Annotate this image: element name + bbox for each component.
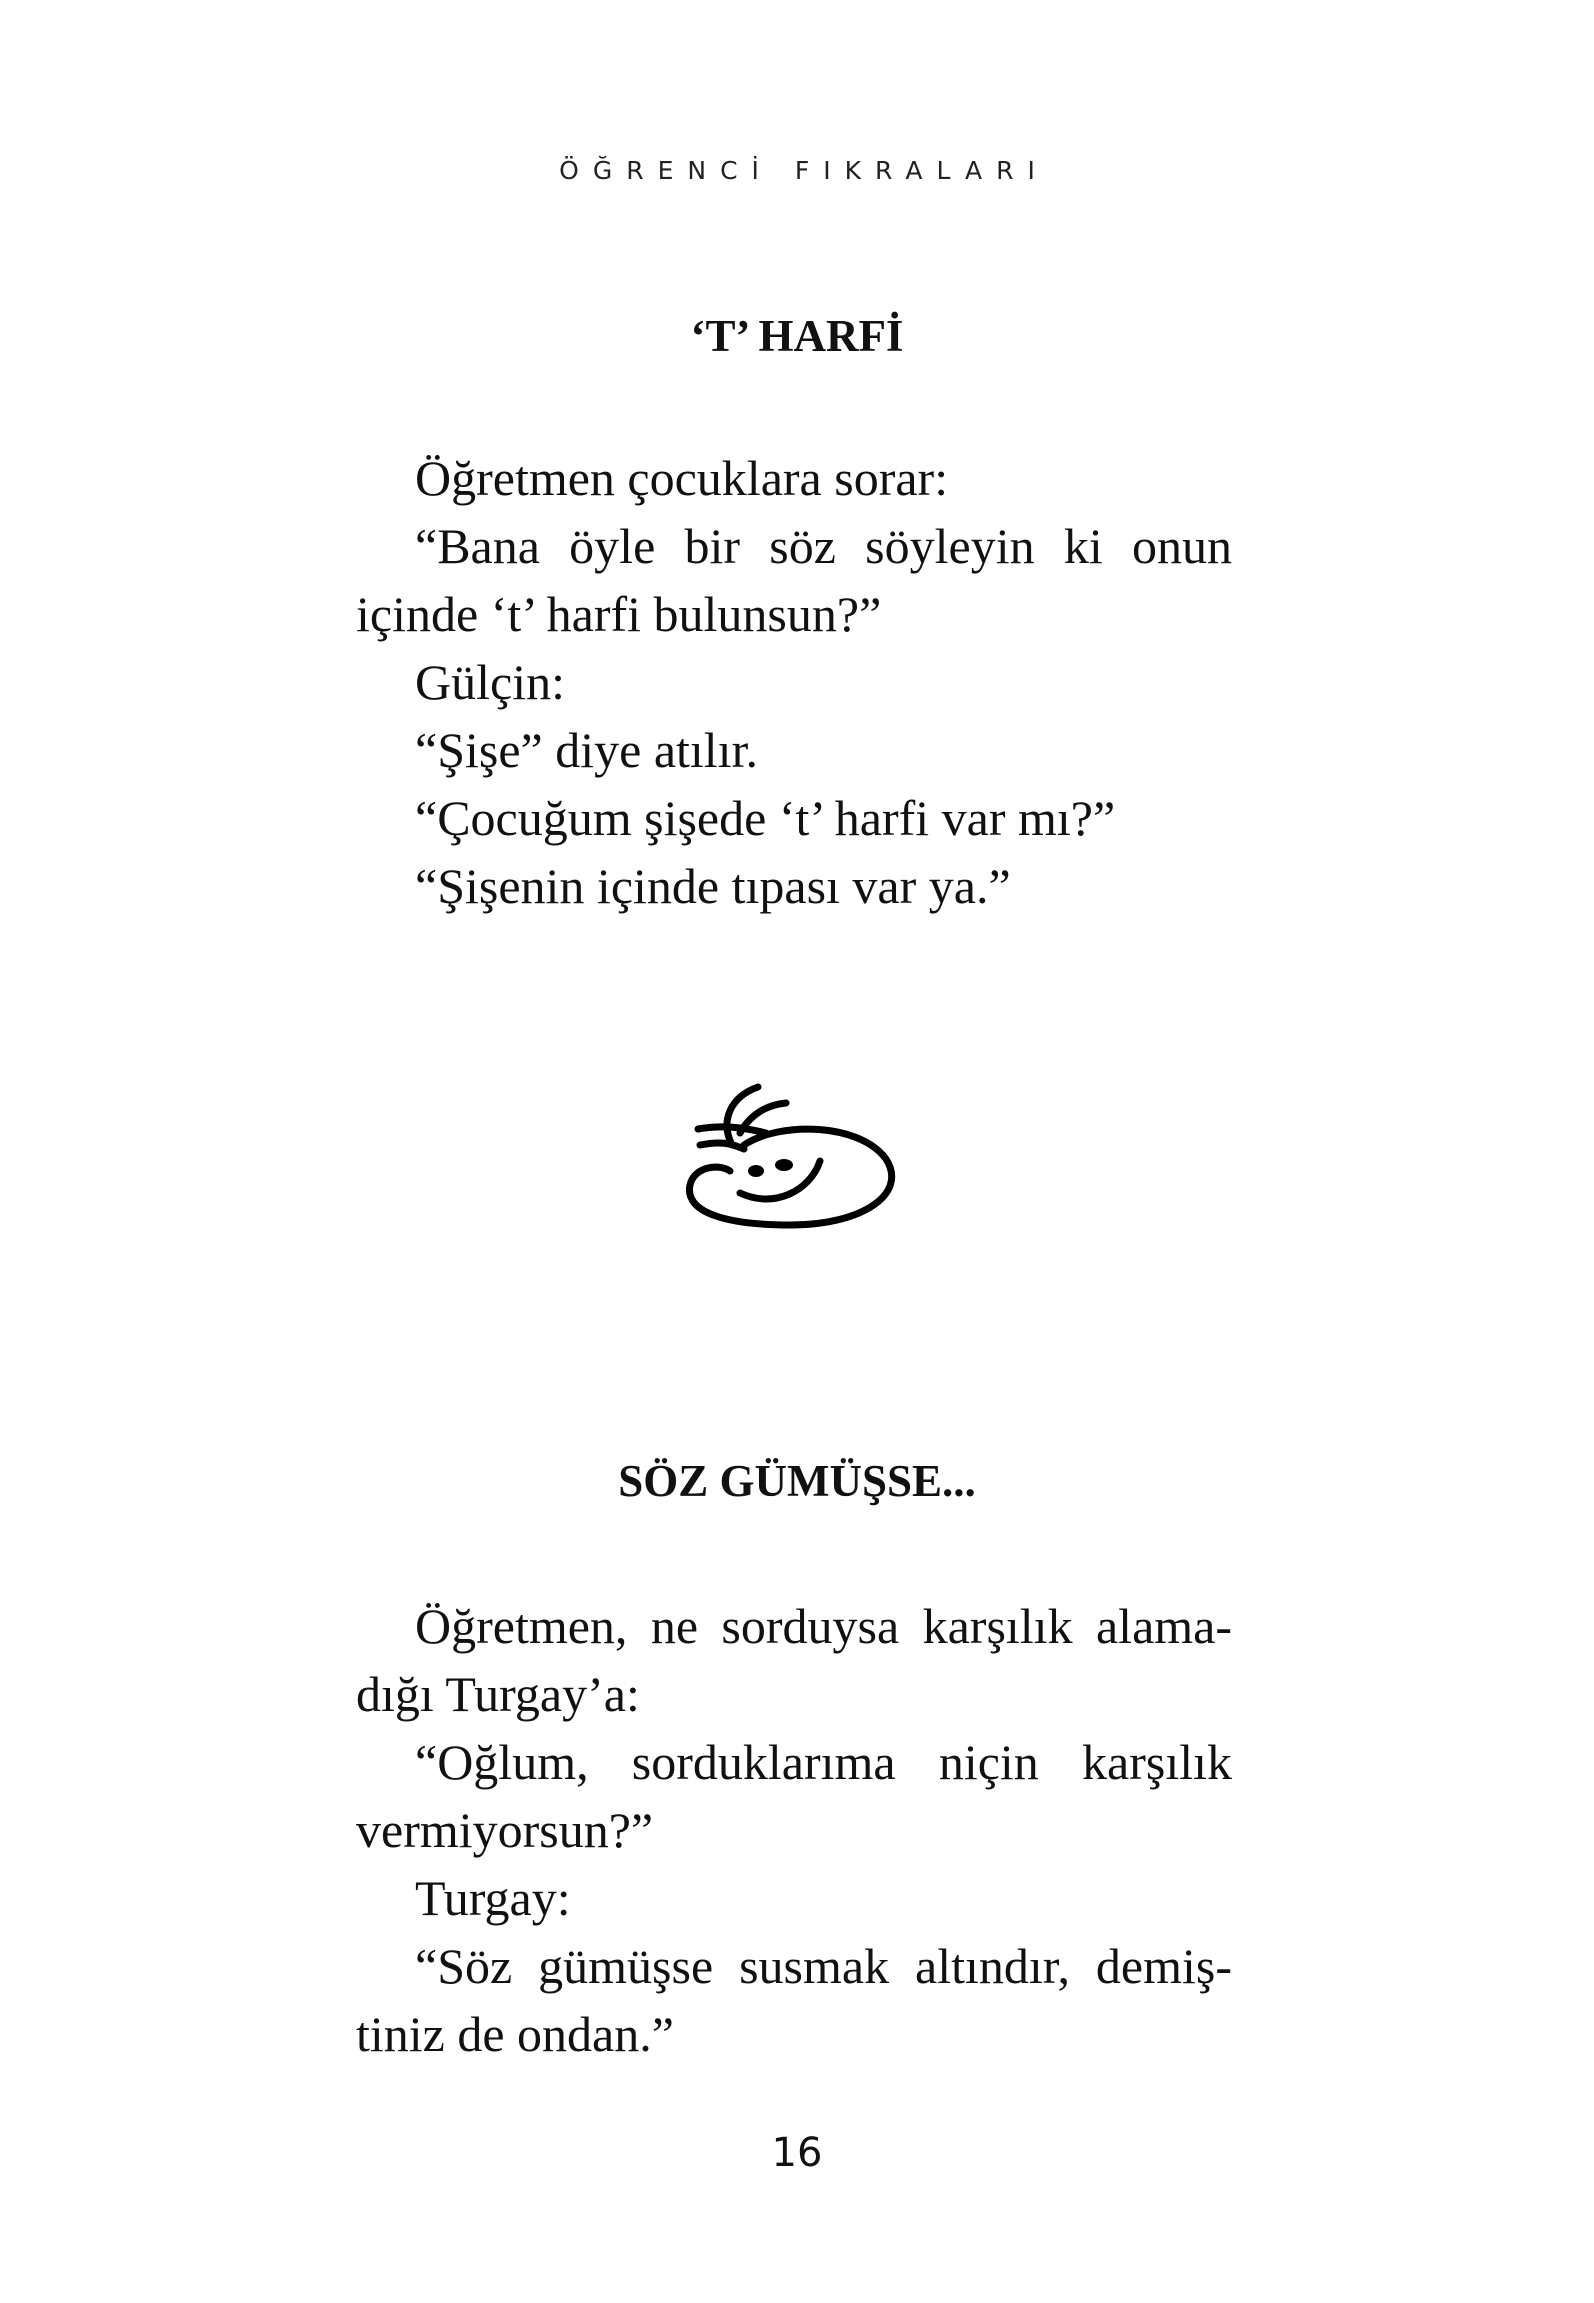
story-line: Gülçin: <box>415 654 565 710</box>
story-line: “Söz gümüşse susmak altındır, demiş- <box>415 1938 1232 1994</box>
running-header: ÖĞRENCİ FIKRALARI <box>559 156 1049 185</box>
story-line: tiniz de ondan.” <box>356 2006 674 2062</box>
page-number: 16 <box>771 2130 823 2176</box>
smiley-face-doodle-icon <box>670 1075 910 1235</box>
story-body-t-harfi <box>356 444 1232 920</box>
story-title-soz-gumusse: SÖZ GÜMÜŞSE... <box>618 1456 976 1506</box>
story-line: Öğretmen çocuklara sorar: <box>415 450 949 506</box>
story-line: Öğretmen, ne sorduysa karşılık alama- <box>415 1598 1232 1654</box>
story-line: dığı Turgay’a: <box>356 1666 640 1722</box>
story-title-t-harfi: ‘T’ HARFİ <box>690 311 904 361</box>
story-line: “Bana öyle bir söz söyleyin ki onun <box>415 518 1232 574</box>
story-line: “Şişenin içinde tıpası var ya.” <box>415 858 1011 914</box>
story-body-soz-gumusse <box>356 1592 1232 2068</box>
story-line: vermiyorsun?” <box>356 1802 654 1858</box>
story-line: içinde ‘t’ harfi bulunsun?” <box>356 586 882 642</box>
story-line: “Oğlum, sorduklarıma niçin karşılık <box>415 1734 1232 1790</box>
story-line: “Çocuğum şişede ‘t’ harfi var mı?” <box>415 790 1116 846</box>
story-line: “Şişe” diye atılır. <box>415 722 758 778</box>
story-line: Turgay: <box>415 1870 571 1926</box>
